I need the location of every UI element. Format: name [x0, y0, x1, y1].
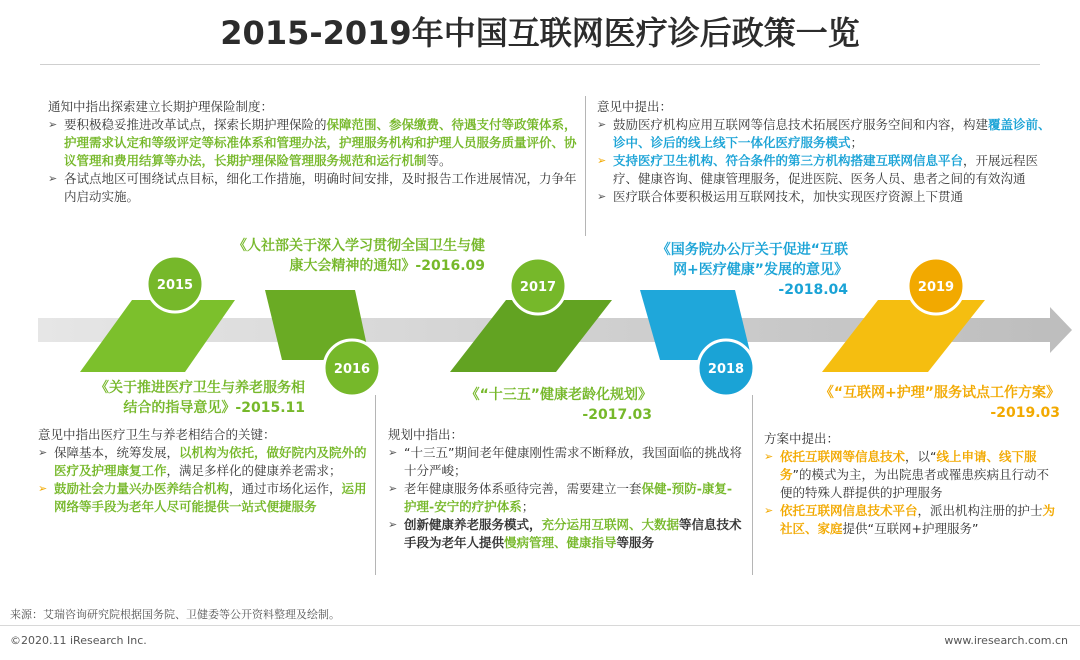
policy-2019-bullet-2: ➢ 依托互联网信息技术平台，派出机构注册的护士为社区、家庭提供“互联网+护理服务”: [764, 502, 1056, 538]
copyright: ©2020.11 iResearch Inc.: [10, 634, 147, 647]
policy-2018-title: 《国务院办公厅关于促进“互联 网+医疗健康”发展的意见》 -2018.04: [656, 242, 848, 298]
policy-2017-bullet-2: ➢ 老年健康服务体系亟待完善，需要建立一套保健-预防-康复-护理-安宁的疗护体系；: [388, 480, 743, 516]
year-label-2019: 2019: [917, 280, 955, 295]
separator-bottom-left: [375, 395, 376, 575]
policy-2018-bullet-2: ➢ 支持医疗卫生机构、符合条件的第三方机构搭建互联网信息平台，开展远程医疗、健康咨询、健康管理服务，促进医院、医务人员、患者之间的有效沟通: [597, 152, 1052, 188]
policy-2018-bullet-3: ➢ 医疗联合体要积极运用互联网技术，加快实现医疗资源上下贯通: [597, 188, 1052, 206]
policy-2017-bullet-1: ➢ “十三五”期间老年健康刚性需求不断释放，我国面临的挑战将十分严峻；: [388, 444, 743, 480]
policy-2016-detail: [48, 98, 578, 206]
policy-2016-intro: 通知中指出探索建立长期护理保险制度：: [48, 99, 274, 114]
policy-2017-title: 《“十三五”健康老龄化规划》 -2017.03: [465, 387, 652, 423]
policy-2017-bullet-3: ➢ 创新健康养老服务模式，充分运用互联网、大数据等信息技术手段为老年人提供慢病管理、健康指导等服务: [388, 516, 743, 552]
policy-2015-title: 《关于推进医疗卫生与养老服务相 结合的指导意见》-2015.11: [95, 380, 305, 416]
policy-2019-detail: [764, 430, 1056, 538]
source-note: 来源：艾瑞咨询研究院根据国务院、卫健委等公开资料整理及绘制。: [10, 608, 340, 621]
policy-2019-intro: 方案中提出：: [764, 431, 840, 446]
policy-2016-title: 《人社部关于深入学习贯彻全国卫生与健 康大会精神的通知》-2016.09: [233, 238, 485, 274]
policy-2019-title: 《“互联网+护理”服务试点工作方案》 -2019.03: [819, 385, 1060, 421]
separator-top: [585, 96, 586, 236]
policy-2018-bullet-1: ➢ 鼓励医疗机构应用互联网等信息技术拓展医疗服务空间和内容，构建覆盖诊前、诊中、诊后的线上线下一体化医疗服务模式；: [597, 116, 1052, 152]
policy-2018-intro: 意见中提出：: [597, 99, 673, 114]
year-label-2015: 2015: [156, 278, 194, 293]
policy-2017-intro: 规划中指出：: [388, 427, 464, 442]
policy-2018-detail: [597, 98, 1052, 206]
policy-2015-bullet-2: ➢ 鼓励社会力量兴办医养结合机构，通过市场化运作，运用网络等手段为老年人尽可能提供一站式便捷服务: [38, 480, 370, 516]
policy-2015-detail: [38, 426, 370, 516]
page-title: 2015-2019年中国互联网医疗诊后政策一览: [220, 14, 860, 52]
policy-2019-bullet-1: ➢ 依托互联网等信息技术，以“线上申请、线下服务”的模式为主，为出院患者或罹患疾病且行动不便的特殊人群提供的护理服务: [764, 448, 1056, 502]
policy-2015-intro: 意见中指出医疗卫生与养老相结合的关键：: [38, 427, 276, 442]
year-label-2016: 2016: [333, 362, 371, 377]
separator-bottom-right: [752, 395, 753, 575]
year-label-2018: 2018: [707, 362, 745, 377]
policy-2017-detail: [388, 426, 743, 552]
policy-2016-bullet-2: ➢ 各试点地区可围绕试点目标，细化工作措施，明确时间安排，及时报告工作进展情况，力争年内启动实施。: [48, 170, 578, 206]
policy-2015-bullet-1: ➢ 保障基本，统筹发展，以机构为依托，做好院内及院外的医疗及护理康复工作，满足多样化的健康养老需求；: [38, 444, 370, 480]
policy-2016-bullet-1: ➢ 要积极稳妥推进改革试点，探索长期护理保险的保障范围、参保缴费、待遇支付等政策体系，护理需求认定和等级评定等标准体系和管理办法，护理服务机构和护理人员服务质量评价、协议管理和费用结算等办法，长期护理保险管理服务规范和运行机制等。: [48, 116, 578, 170]
website: www.iresearch.com.cn: [944, 634, 1068, 647]
footer-divider: [0, 625, 1080, 626]
year-label-2017: 2017: [519, 280, 557, 295]
